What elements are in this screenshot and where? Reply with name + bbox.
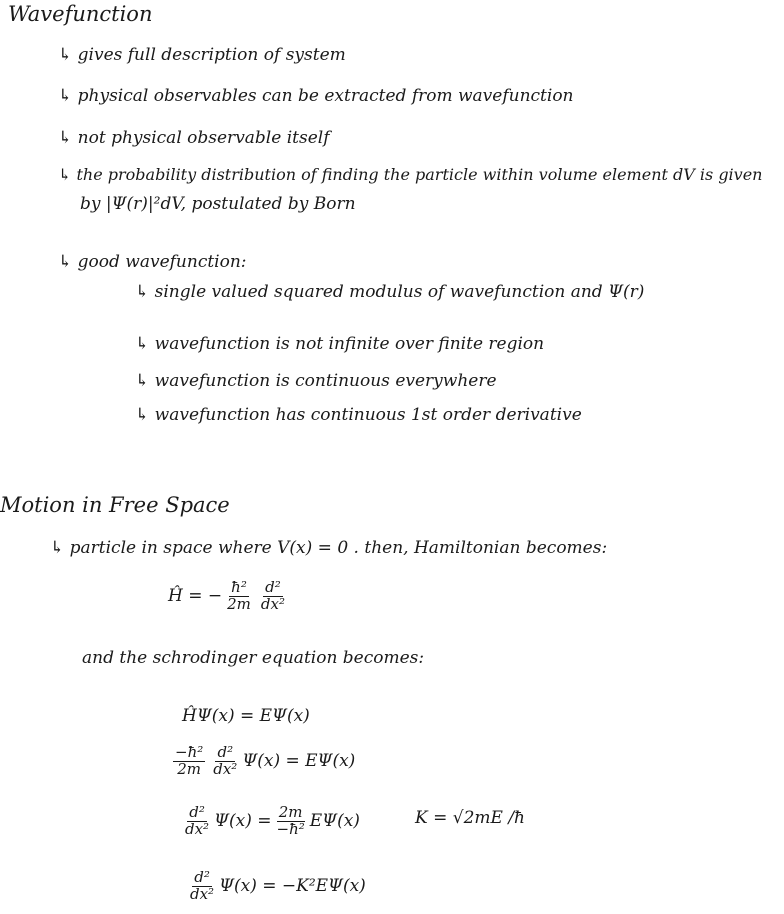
intro-line: ↳ particle in space where V(x) = 0 . then, Hamiltonian becomes:: [50, 538, 608, 558]
fraction: [259, 580, 287, 613]
bullet-2: ↳ physical observables can be extracted from wavefunction: [58, 86, 574, 106]
fraction: [211, 745, 239, 778]
numerator: d²: [217, 743, 234, 761]
numerator: ħ²: [231, 578, 247, 596]
section-heading: Wavefunction: [8, 2, 153, 26]
good-item-3: ↳ wavefunction is continuous everywhere: [135, 371, 497, 391]
equation-3: [180, 805, 360, 838]
numerator: −ħ²: [175, 743, 204, 761]
equation-rest: Ψ(x) = −K²EΨ(x): [219, 876, 366, 897]
hamiltonian-equation: [168, 580, 290, 613]
numerator: 2m: [278, 803, 303, 821]
bullet-3: ↳ not physical observable itself: [58, 128, 330, 148]
fraction: [173, 745, 205, 778]
bullet-4-continued: by |Ψ(r)|²dV, postulated by Born: [80, 194, 356, 214]
good-item-4: ↳ wavefunction has continuous 1st order derivative: [135, 405, 582, 425]
k-definition: K = √2mE /ħ: [415, 808, 526, 828]
denominator: −ħ²: [276, 819, 305, 838]
numerator: d²: [194, 868, 210, 886]
equation-rest: EΨ(x): [309, 811, 360, 832]
denominator: dx²: [185, 819, 210, 838]
bullet-1: ↳ gives full description of system: [58, 45, 346, 65]
schrodinger-intro: and the schrodinger equation becomes:: [82, 648, 425, 668]
equation-1: ĤΨ(x) = EΨ(x): [182, 706, 310, 726]
equation-mid: Ψ(x) =: [214, 811, 272, 832]
denominator: 2m: [227, 594, 251, 613]
equation-4: [185, 870, 366, 903]
section-heading: Motion in Free Space: [0, 493, 230, 517]
bullet-4: ↳ the probability distribution of finding the particle within volume element dV is given: [58, 165, 763, 184]
fraction: [183, 805, 211, 838]
good-item-1: ↳ single valued squared modulus of wavefunction and Ψ(r): [135, 282, 645, 302]
numerator: d²: [265, 578, 281, 596]
fraction: [188, 870, 216, 903]
denominator: 2m: [177, 759, 202, 778]
hamiltonian-lhs: Ĥ = −: [168, 586, 223, 607]
equation-2: [170, 745, 355, 778]
numerator: d²: [189, 803, 205, 821]
fraction: [275, 805, 307, 838]
equation-rest: Ψ(x) = EΨ(x): [242, 751, 356, 772]
denominator: dx²: [190, 884, 215, 903]
good-item-2: ↳ wavefunction is not infinite over finite region: [135, 334, 545, 354]
denominator: dx²: [213, 759, 238, 778]
denominator: dx²: [260, 594, 285, 613]
fraction: [225, 580, 253, 613]
good-wavefunction-label: ↳ good wavefunction:: [58, 252, 247, 272]
